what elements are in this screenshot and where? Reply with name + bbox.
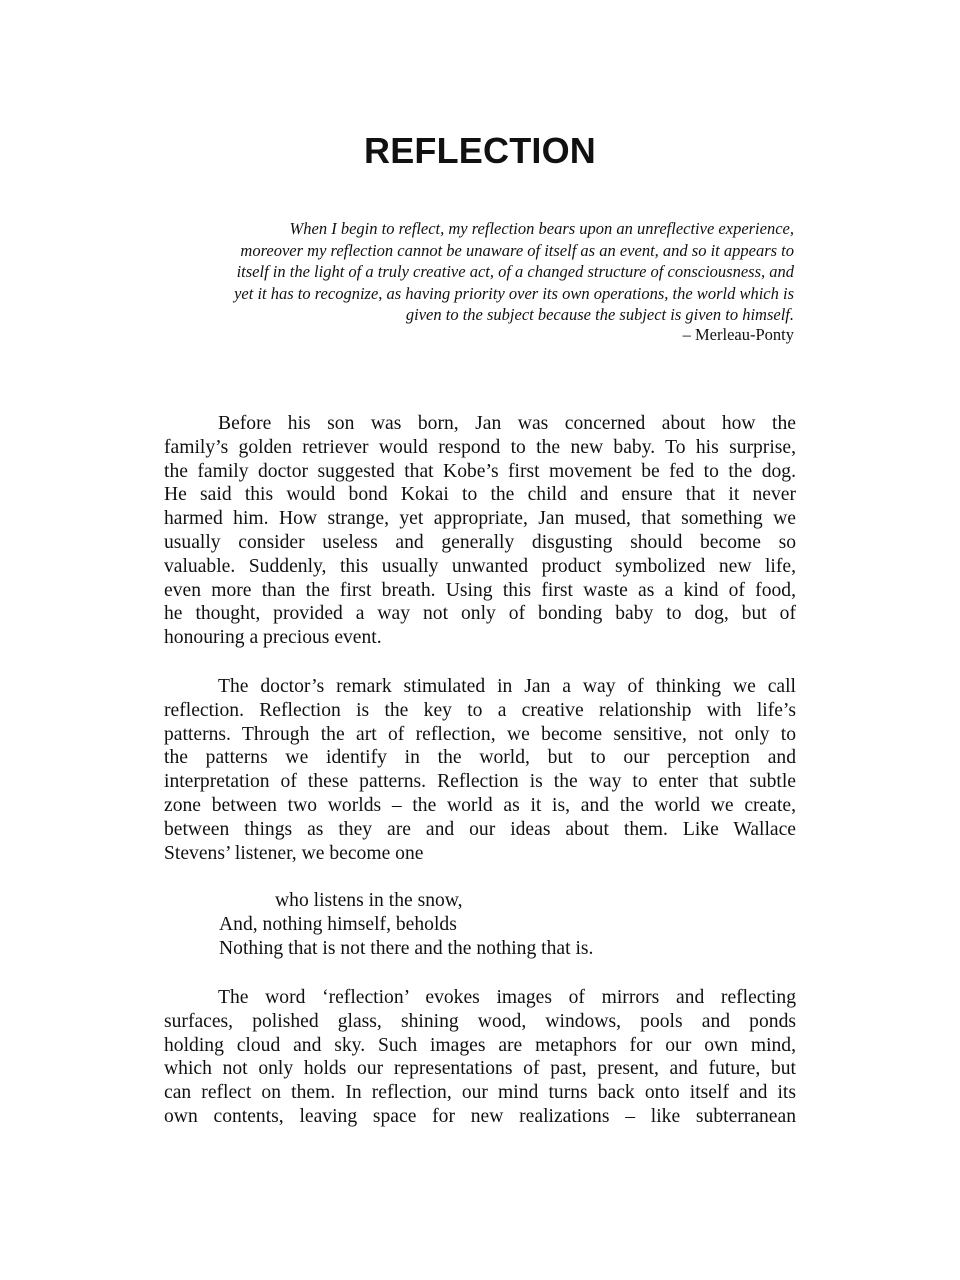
paragraph-line: patterns. Through the art of reflection, we become sensitive, not only to [164,723,796,745]
paragraph-line: can reflect on them. In reflection, our mind turns back onto itself and its [164,1082,796,1104]
paragraph-line: family’s golden retriever would respond to the new baby. To his surprise, [164,436,796,458]
paragraph-line: own contents, leaving space for new realizations – like subterranean [164,1105,796,1127]
poem-line: Nothing that is not there and the nothing that is. [219,938,594,959]
paragraph-line: The doctor’s remark stimulated in Jan a way of thinking we call [218,676,796,697]
paragraph-line: the patterns we identify in the world, but to our perception and [164,747,796,769]
poem-quote [219,889,593,961]
paragraph-line: harmed him. How strange, yet appropriate, Jan mused, that something we [164,508,796,530]
poem-line: And, nothing himself, beholds [219,914,457,935]
epigraph-attribution: – Merleau-Ponty [682,325,794,344]
poem-line: who listens in the snow, [275,890,463,911]
epigraph-line: yet it has to recognize, as having priority over its own operations, the world which is [234,283,794,303]
paragraph-line: the family doctor suggested that Kobe’s first movement be fed to the dog. [164,460,796,482]
paragraph-line: Before his son was born, Jan was concerned about how the [218,413,796,434]
chapter-title: REFLECTION [364,130,596,171]
paragraph-line: zone between two worlds – the world as it is, and the world we create, [164,794,796,816]
epigraph-line: moreover my reflection cannot be unaware of itself as an event, and so it appears to [240,240,794,260]
epigraph-line: itself in the light of a truly creative act, of a changed structure of consciousness, and [236,262,794,281]
paragraph-line: honouring a precious event. [164,627,382,649]
paragraph-line: which not only holds our representations of past, present, and future, but [164,1058,796,1080]
paragraph-line: even more than the first breath. Using this first waste as a kind of food, [164,579,796,601]
paragraph-line: surfaces, polished glass, shining wood, windows, pools and ponds [164,1010,796,1032]
epigraph-line: given to the subject because the subject is given to himself. [405,305,794,324]
paragraph-line: holding cloud and sky. Such images are metaphors for our own mind, [164,1034,796,1056]
epigraph [170,218,794,326]
paragraph-line: between things as they are and our ideas about them. Like Wallace [164,818,796,840]
epigraph-line: When I begin to reflect, my reflection bears upon an unreflective experience, [289,219,794,238]
paragraph-line: interpretation of these patterns. Reflection is the way to enter that subtle [164,771,796,793]
paragraph-1 [164,412,796,650]
book-page [164,0,796,1280]
paragraph-line: usually consider useless and generally disgusting should become so [164,531,796,553]
paragraph-line: He said this would bond Kokai to the child and ensure that it never [164,484,796,506]
paragraph-line: valuable. Suddenly, this usually unwanted product symbolized new life, [164,555,796,577]
paragraph-line: The word ‘reflection’ evokes images of mirrors and reflecting [218,987,796,1008]
paragraph-2 [164,675,796,865]
paragraph-line: Stevens’ listener, we become one [164,842,424,864]
paragraph-3 [164,986,796,1129]
paragraph-line: reflection. Reflection is the key to a creative relationship with life’s [164,699,796,721]
paragraph-line: he thought, provided a way not only of bonding baby to dog, but of [164,603,796,625]
